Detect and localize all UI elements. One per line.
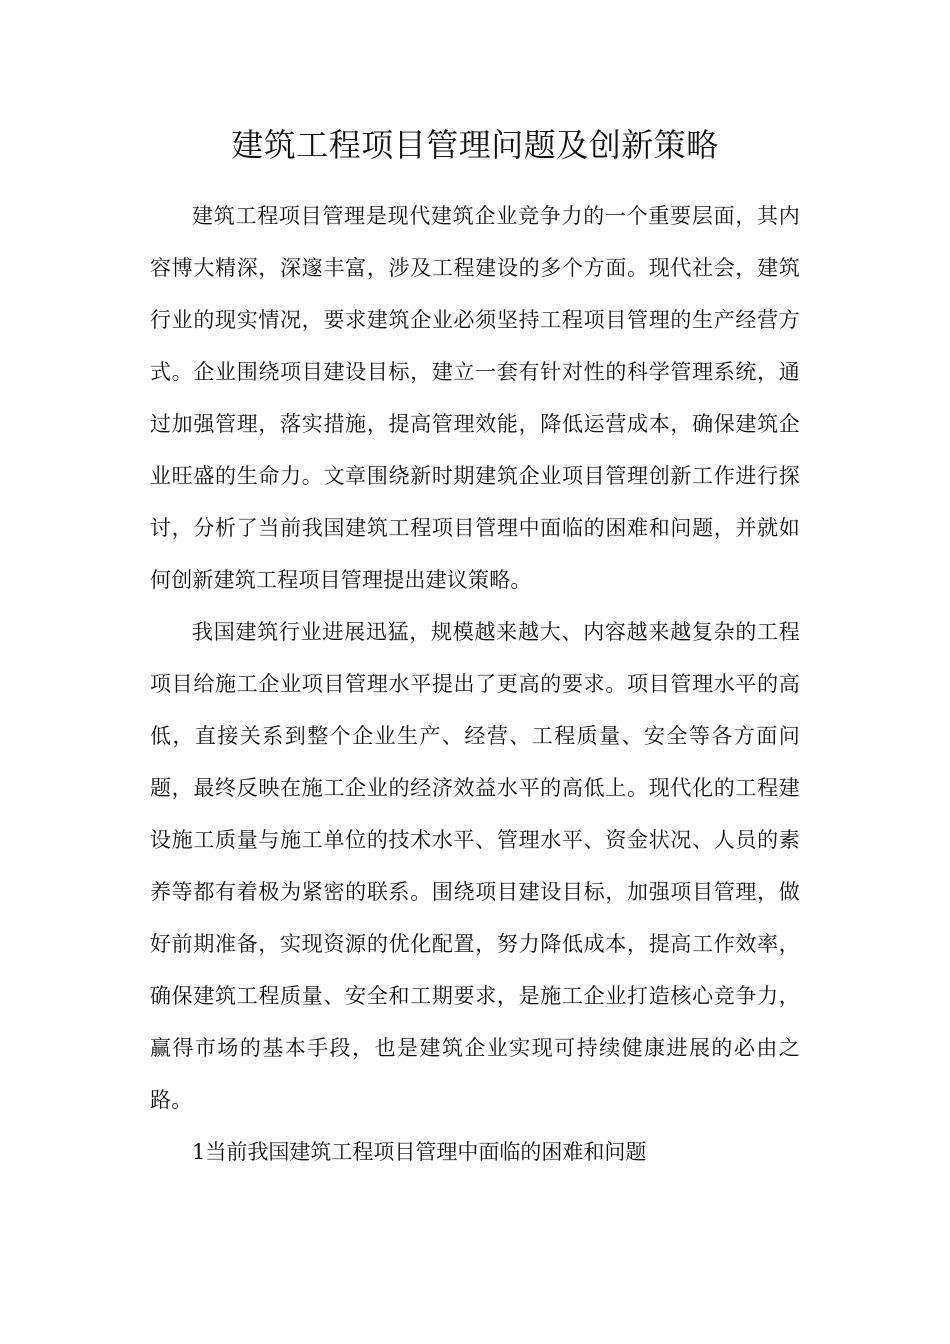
paragraph-intro: 建筑工程项目管理是现代建筑企业竞争力的一个重要层面，其内容博大精深，深邃丰富，涉及工程建设的多个方面。现代社会，建筑行业的现实情况，要求建筑企业必须坚持工程项目管理的生产经营方式。企业围绕项目建设目标，建立一套有针对性的科学管理系统，通过加强管理，落实措施，提高管理效能，降低运营成本，确保建筑企业旺盛的生命力。文章围绕新时期建筑企业项目管理创新工作进行探讨，分析了当前我国建筑工程项目管理中面临的困难和问题，并就如何创新建筑工程项目管理提出建议策略。 [150, 204, 800, 592]
document-body [150, 190, 800, 1178]
document-title: 建筑工程项目管理问题及创新策略 [231, 126, 719, 164]
section-heading-1: 1当前我国建筑工程项目管理中面临的困难和问题 [192, 1140, 647, 1164]
paragraph-background: 我国建筑行业进展迅猛，规模越来越大、内容越来越复杂的工程项目给施工企业项目管理水平提出了更高的要求。项目管理水平的高低，直接关系到整个企业生产、经营、工程质量、安全等各方面问题，最终反映在施工企业的经济效益水平的高低上。现代化的工程建设施工质量与施工单位的技术水平、管理水平、资金状况、人员的素养等都有着极为紧密的联系。围绕项目建设目标，加强项目管理，做好前期准备，实现资源的优化配置，努力降低成本，提高工作效率，确保建筑工程质量、安全和工期要求，是施工企业打造核心竞争力，赢得市场的基本手段，也是建筑企业实现可持续健康进展的必由之路。 [150, 620, 800, 1112]
